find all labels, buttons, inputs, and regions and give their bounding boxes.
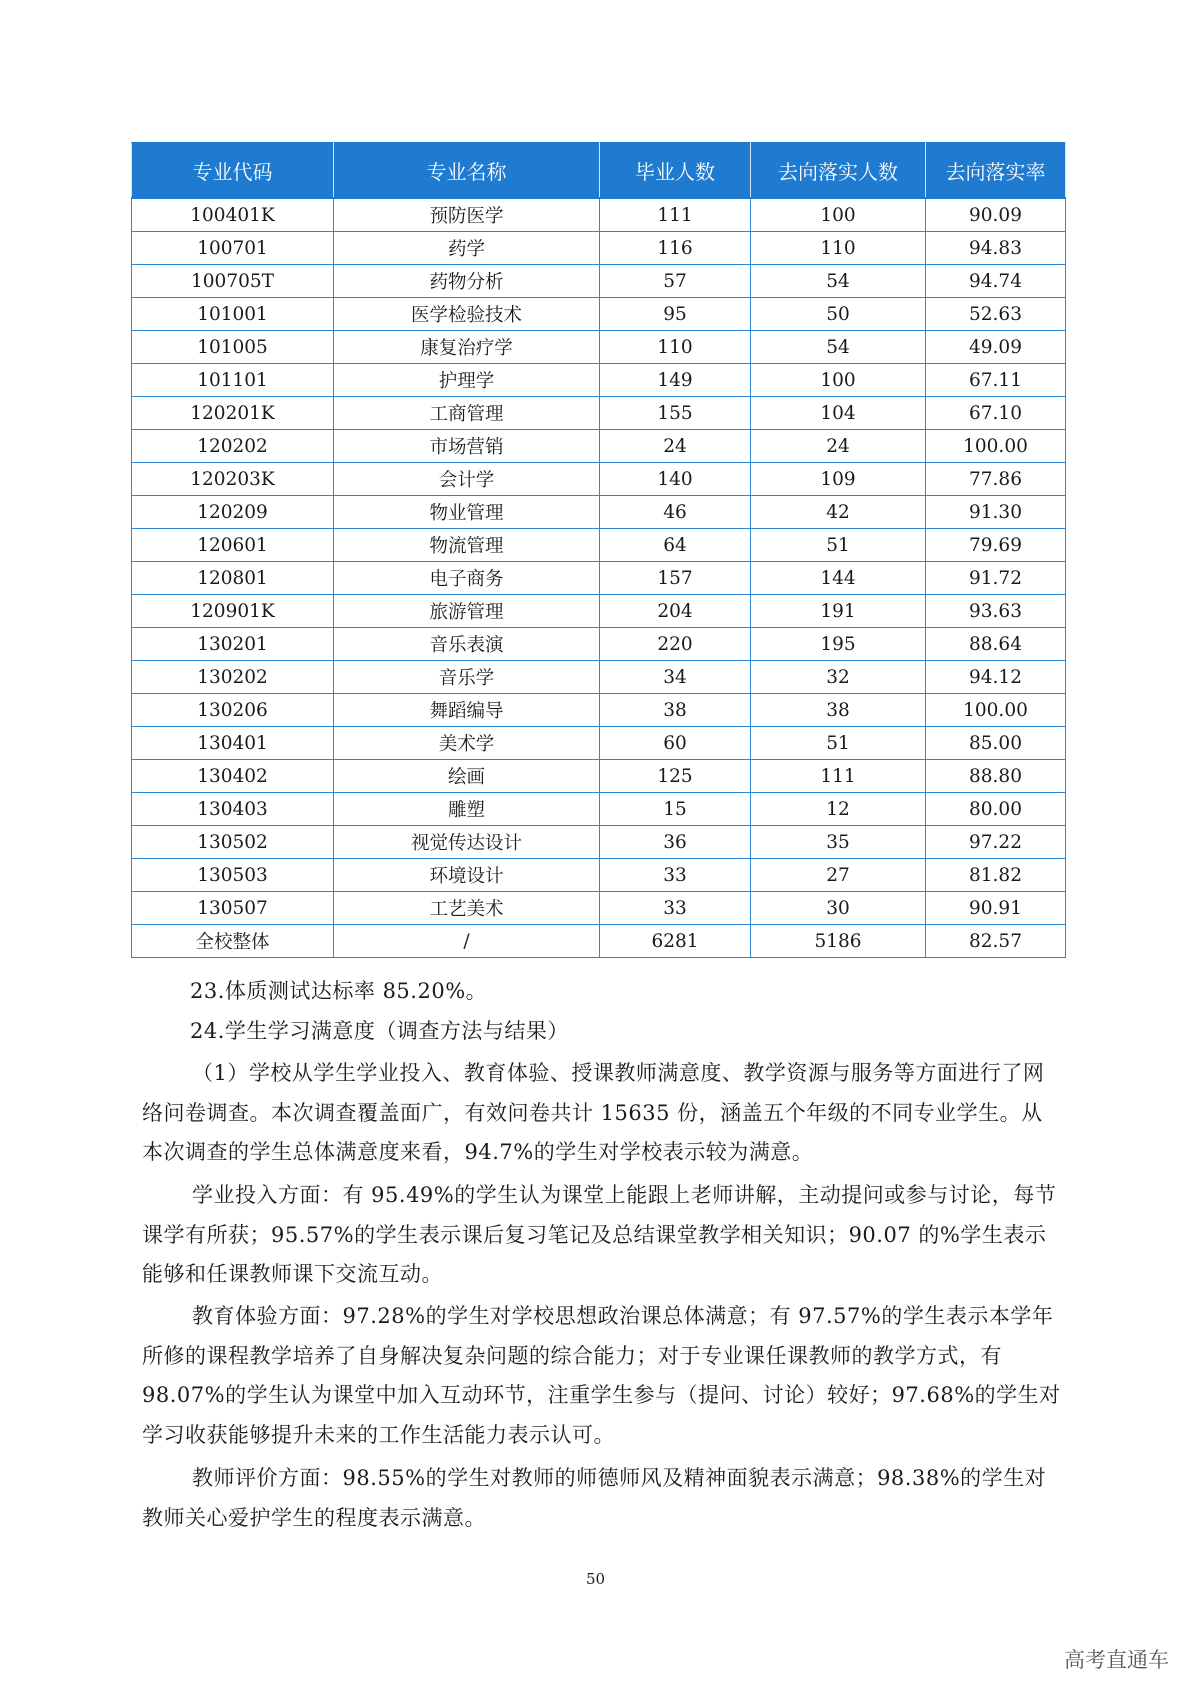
cell-graduates: 24 [600,430,751,463]
cell-placement-rate: 82.57 [926,925,1066,958]
cell-major-name: 物流管理 [334,529,600,562]
cell-graduates: 95 [600,298,751,331]
table-row [132,628,1066,661]
cell-placement-rate: 90.09 [926,198,1066,232]
cell-major-name: 医学检验技术 [334,298,600,331]
cell-major-code: 130503 [132,859,334,892]
cell-placement-rate: 80.00 [926,793,1066,826]
cell-placed: 38 [751,694,926,727]
watermark-text: 高考直通车 [1064,1648,1169,1672]
cell-major-code: 100701 [132,232,334,265]
table-row [132,265,1066,298]
cell-graduates: 15 [600,793,751,826]
cell-major-code: 130403 [132,793,334,826]
cell-placement-rate: 79.69 [926,529,1066,562]
cell-placed: 100 [751,364,926,397]
cell-graduates: 33 [600,892,751,925]
cell-graduates: 57 [600,265,751,298]
cell-major-name: 电子商务 [334,562,600,595]
cell-placement-rate: 67.10 [926,397,1066,430]
cell-graduates: 60 [600,727,751,760]
paragraph-study-engagement: 学业投入方面：有 95.49%的学生认为课堂上能跟上老师讲解，主动提问或参与讨论，每节课学有所获；95.57%的学生表示课后复习笔记及总结课堂教学相关知识；90.07 的%学生表示能够和任课教师课下交流互动。 [142,1183,1057,1286]
cell-major-name: 预防医学 [334,198,600,232]
table-row [132,694,1066,727]
cell-graduates: 33 [600,859,751,892]
cell-graduates: 34 [600,661,751,694]
table-row [132,595,1066,628]
cell-graduates: 140 [600,463,751,496]
cell-graduates: 64 [600,529,751,562]
paragraph-survey-overview: （1）学校从学生学业投入、教育体验、授课教师满意度、教学资源与服务等方面进行了网络问卷调查。本次调查覆盖面广，有效问卷共计 15635 份，涵盖五个年级的不同专业学生。从本次调查的学生总体满意度来看，94.7%的学生对学校表示较为满意。 [142,1061,1045,1164]
cell-placement-rate: 67.11 [926,364,1066,397]
cell-placement-rate: 81.82 [926,859,1066,892]
cell-major-code: 100401K [132,198,334,232]
cell-placement-rate: 100.00 [926,694,1066,727]
table-row [132,793,1066,826]
cell-placement-rate: 49.09 [926,331,1066,364]
table-row [132,661,1066,694]
cell-major-code: 130201 [132,628,334,661]
cell-major-name: 工艺美术 [334,892,600,925]
cell-placed: 100 [751,198,926,232]
cell-major-name: 旅游管理 [334,595,600,628]
cell-major-name: 物业管理 [334,496,600,529]
table-row [132,529,1066,562]
cell-placed: 5186 [751,925,926,958]
cell-placed: 32 [751,661,926,694]
cell-major-code: 130206 [132,694,334,727]
cell-major-code: 120801 [132,562,334,595]
cell-major-name: 药学 [334,232,600,265]
cell-placed: 110 [751,232,926,265]
cell-placed: 30 [751,892,926,925]
table-row [132,496,1066,529]
cell-graduates: 149 [600,364,751,397]
cell-major-code: 130502 [132,826,334,859]
cell-major-name: / [334,925,600,958]
cell-graduates: 6281 [600,925,751,958]
cell-graduates: 38 [600,694,751,727]
cell-major-name: 会计学 [334,463,600,496]
cell-graduates: 157 [600,562,751,595]
cell-placed: 191 [751,595,926,628]
cell-major-name: 美术学 [334,727,600,760]
cell-major-code: 101101 [132,364,334,397]
table-row [132,430,1066,463]
cell-graduates: 110 [600,331,751,364]
item-23-fitness-rate: 23.体质测试达标率 85.20%。 [190,979,488,1003]
cell-major-code: 101005 [132,331,334,364]
cell-placement-rate: 94.83 [926,232,1066,265]
cell-major-name: 绘画 [334,760,600,793]
cell-placed: 51 [751,529,926,562]
cell-placed: 24 [751,430,926,463]
cell-major-name: 音乐表演 [334,628,600,661]
cell-major-code: 120203K [132,463,334,496]
table-row [132,364,1066,397]
table-row [132,859,1066,892]
cell-placement-rate: 85.00 [926,727,1066,760]
cell-placed: 54 [751,331,926,364]
table-row [132,727,1066,760]
cell-placed: 144 [751,562,926,595]
table-row [132,298,1066,331]
header-major-name: 专业名称 [334,143,600,199]
cell-placement-rate: 88.80 [926,760,1066,793]
cell-placement-rate: 91.30 [926,496,1066,529]
cell-graduates: 116 [600,232,751,265]
cell-placed: 195 [751,628,926,661]
cell-major-code: 120901K [132,595,334,628]
cell-major-code: 全校整体 [132,925,334,958]
cell-placed: 12 [751,793,926,826]
paragraph-teacher-evaluation: 教师评价方面：98.55%的学生对教师的师德师风及精神面貌表示满意；98.38%的学生对教师关心爱护学生的程度表示满意。 [142,1466,1047,1530]
table-row [132,925,1066,958]
item-24-heading: 24.学生学习满意度（调查方法与结果） [190,1019,569,1043]
cell-graduates: 155 [600,397,751,430]
cell-major-name: 视觉传达设计 [334,826,600,859]
cell-major-code: 100705T [132,265,334,298]
cell-major-code: 130401 [132,727,334,760]
header-placed: 去向落实人数 [751,143,926,199]
cell-placed: 50 [751,298,926,331]
cell-major-name: 护理学 [334,364,600,397]
cell-placement-rate: 91.72 [926,562,1066,595]
table-row [132,463,1066,496]
cell-graduates: 125 [600,760,751,793]
cell-placed: 54 [751,265,926,298]
cell-placement-rate: 100.00 [926,430,1066,463]
cell-major-name: 音乐学 [334,661,600,694]
header-graduates: 毕业人数 [600,143,751,199]
cell-major-code: 101001 [132,298,334,331]
page-number: 50 [585,1570,606,1588]
table-row [132,760,1066,793]
cell-major-name: 市场营销 [334,430,600,463]
cell-placement-rate: 93.63 [926,595,1066,628]
header-major-code: 专业代码 [132,143,334,199]
table-row [132,397,1066,430]
header-placement-rate: 去向落实率 [926,143,1066,199]
cell-placed: 109 [751,463,926,496]
table-body [132,198,1066,958]
cell-placement-rate: 52.63 [926,298,1066,331]
cell-placement-rate: 90.91 [926,892,1066,925]
cell-graduates: 204 [600,595,751,628]
cell-major-code: 130202 [132,661,334,694]
cell-graduates: 36 [600,826,751,859]
cell-placement-rate: 94.12 [926,661,1066,694]
cell-placed: 111 [751,760,926,793]
graduate-destination-table [131,142,1066,958]
cell-placement-rate: 77.86 [926,463,1066,496]
cell-placed: 35 [751,826,926,859]
table-row [132,892,1066,925]
cell-major-name: 舞蹈编导 [334,694,600,727]
cell-major-code: 130402 [132,760,334,793]
table-row [132,331,1066,364]
cell-placement-rate: 94.74 [926,265,1066,298]
cell-major-name: 环境设计 [334,859,600,892]
cell-graduates: 111 [600,198,751,232]
cell-graduates: 46 [600,496,751,529]
cell-placement-rate: 97.22 [926,826,1066,859]
cell-graduates: 220 [600,628,751,661]
cell-placed: 51 [751,727,926,760]
cell-placement-rate: 88.64 [926,628,1066,661]
table-row [132,198,1066,232]
cell-placed: 27 [751,859,926,892]
cell-major-code: 120209 [132,496,334,529]
paragraph-education-experience: 教育体验方面：97.28%的学生对学校思想政治课总体满意；有 97.57%的学生表示本学年所修的课程教学培养了自身解决复杂问题的综合能力；对于专业课任课教师的教学方式，有 98.07%的学生认为课堂中加入互动环节，注重学生参与（提问、讨论）较好；97.68%的学生对学习收获能够提升未来的工作生活能力表示认可。 [142,1304,1061,1447]
cell-major-code: 120601 [132,529,334,562]
cell-major-name: 康复治疗学 [334,331,600,364]
table-row [132,562,1066,595]
cell-major-name: 工商管理 [334,397,600,430]
cell-placed: 104 [751,397,926,430]
cell-major-name: 雕塑 [334,793,600,826]
cell-major-code: 130507 [132,892,334,925]
table-header-row [132,143,1066,199]
cell-major-code: 120201K [132,397,334,430]
cell-major-code: 120202 [132,430,334,463]
cell-major-name: 药物分析 [334,265,600,298]
cell-placed: 42 [751,496,926,529]
table-row [132,826,1066,859]
table-row [132,232,1066,265]
